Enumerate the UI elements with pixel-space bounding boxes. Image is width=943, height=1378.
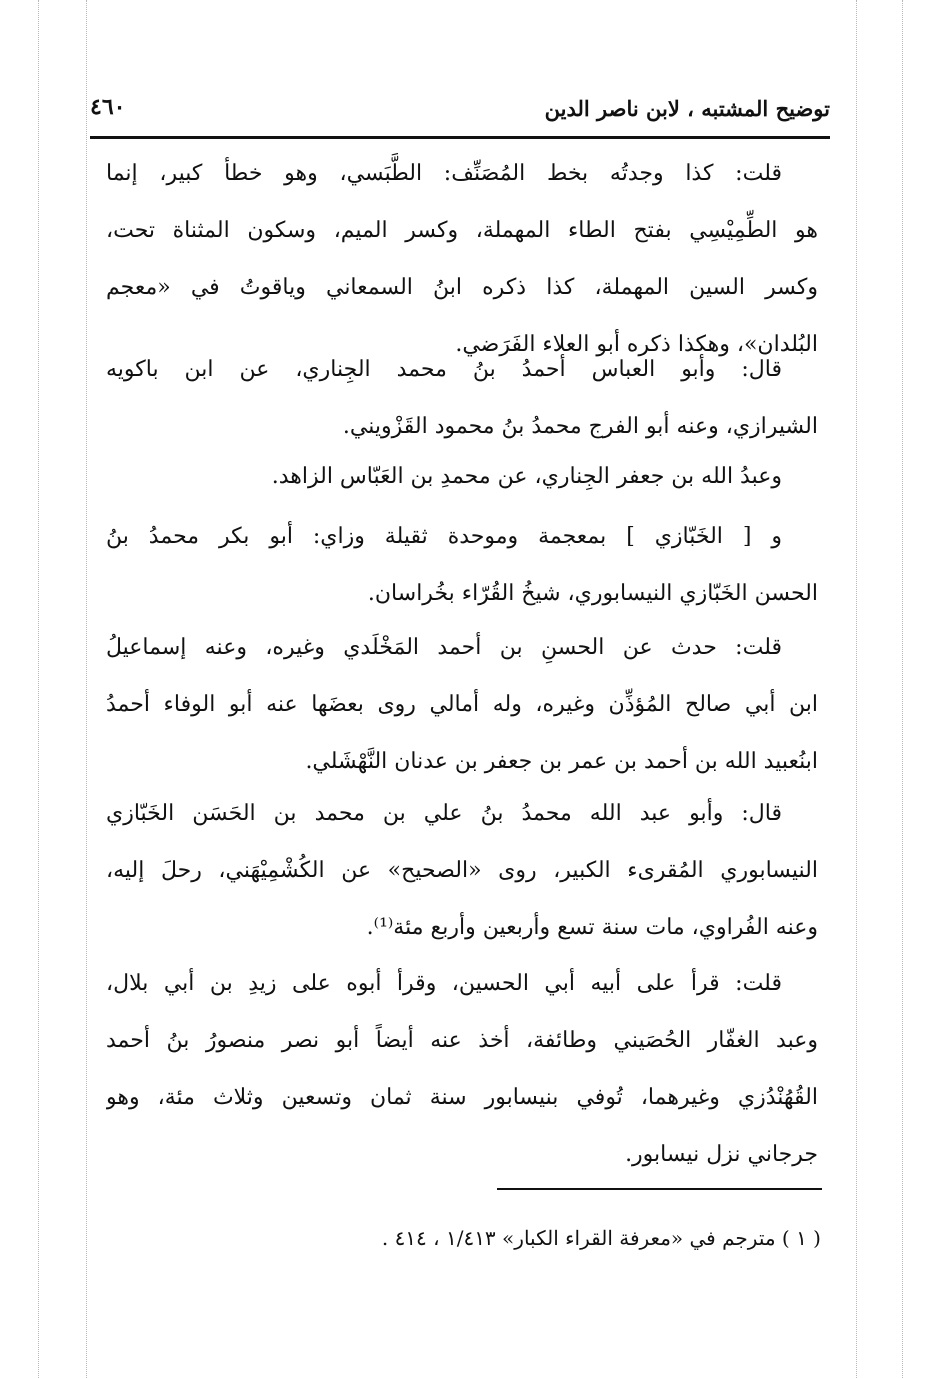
header-rule — [90, 136, 830, 139]
page-number: ٤٦٠ — [90, 94, 126, 120]
text-line: وعبد الغفّار الحُصَيني وطائفة، أخذ عنه أيضاً أبو نصر منصورُ بنُ أحمد — [106, 1028, 818, 1053]
text-line: القُهُنْدُزي وغيرهما، تُوفي بنيسابور سنة ثمان وتسعين وثلاث مئة، وهو — [106, 1085, 818, 1110]
text-line: وكسر السين المهملة، كذا ذكره ابنُ السمعاني وياقوتُ في «معجم — [106, 275, 818, 300]
text-line: و [ الخَبّازي ] بمعجمة وموحدة ثقيلة وزاي: أبو بكر محمدُ بنُ — [106, 524, 782, 549]
scan-guide-line — [38, 0, 39, 1378]
text-line: ابنُعبيد الله بن أحمد بن عمر بن جعفر بن عدنان النَّهْشَلي. — [305, 749, 818, 774]
text-line: النيسابوري المُقرىء الكبير، روى «الصحيح» عن الكُشْمِيْهَني، رحلَ إليه، — [106, 858, 818, 883]
running-header — [90, 92, 830, 132]
footnote: ( ١ ) مترجم في «معرفة القراء الكبار» ١/٤١٣ ، ٤١٤ . — [381, 1226, 821, 1250]
text-line: ابن أبي صالح المُؤذِّن وغيره، وله أمالي روى بعضَها عنه أبو الوفاء أحمدُ — [106, 692, 818, 717]
text-line: البُلدان»، وهكذا ذكره أبو العلاء الفَرَضي. — [455, 332, 818, 357]
text-line: جرجاني نزل نيسابور. — [625, 1142, 818, 1167]
scan-guide-line — [86, 0, 87, 1378]
footnote-rule — [497, 1188, 822, 1190]
scan-guide-line — [856, 0, 857, 1378]
paragraph — [106, 955, 818, 1183]
paragraph — [106, 448, 818, 505]
header-title: توضيح المشتبه ، لابن ناصر الدين — [544, 96, 830, 121]
text-line: الشيرازي، وعنه أبو الفرج محمدُ بنُ محمود القَزْويني. — [342, 414, 818, 439]
text-line: الحسن الخَبّازي النيسابوري، شيخُ القُرّاء بخُراسان. — [367, 581, 818, 606]
text-line: قال: وأبو العباس أحمدُ بنُ محمد الجِناري، عن ابن باكويه — [106, 357, 782, 382]
text-line: قال: وأبو عبد الله محمدُ بنُ علي بن محمد بن الحَسَن الخَبّازي — [106, 801, 782, 826]
text-line: قلت: حدث عن الحسنِ بن أحمد المَخْلَدي وغيره، وعنه إسماعيلُ — [106, 635, 782, 660]
paragraph — [106, 619, 818, 790]
paragraph — [106, 341, 818, 455]
paragraph — [106, 785, 818, 956]
text-line: وعنه الفُراوي، مات سنة تسع وأربعين وأربع مئة⁽¹⁾. — [366, 915, 818, 940]
text-line: هو الطِّمِيْسِي بفتح الطاء المهملة، وكسر الميم، وسكون المثناة تحت، — [106, 218, 818, 243]
text-line: قلت: قرأ على أبيه أبي الحسين، وقرأ أبوه على زيدِ بن أبي بلال، — [106, 971, 782, 996]
paragraph — [106, 508, 818, 622]
text-line: قلت: كذا وجدتُه بخط المُصَنِّف: الطَّبَسي، وهو خطأ كبير، إنما — [106, 161, 782, 186]
text-line: وعبدُ الله بن جعفر الجِناري، عن محمدِ بن العَبّاس الزاهد. — [271, 464, 782, 489]
scan-guide-line — [902, 0, 903, 1378]
paragraph — [106, 145, 818, 373]
